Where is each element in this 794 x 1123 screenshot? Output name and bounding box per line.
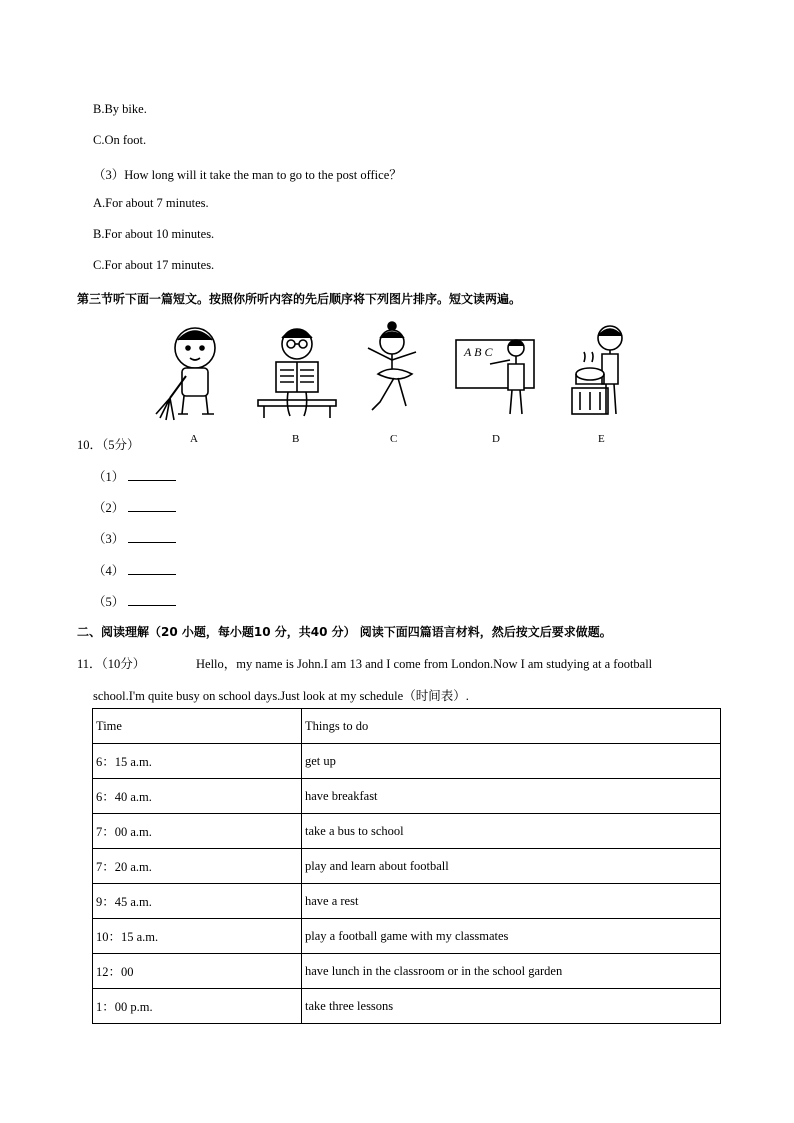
table-row <box>93 919 721 954</box>
schedule-table <box>92 708 721 1024</box>
picture-row <box>150 318 650 448</box>
blank-10-1 <box>93 467 176 485</box>
answer-line <box>128 530 176 543</box>
question-11-number: 11．（10分） <box>77 657 146 671</box>
picture-label-b: B <box>292 433 300 445</box>
picture-label-e: E <box>598 433 605 445</box>
blank-10-2 <box>93 498 176 516</box>
activity-cell: have a rest <box>302 884 721 919</box>
table-row <box>93 744 721 779</box>
time-cell: 9：45 a.m. <box>93 884 302 919</box>
part2-title: 二、阅读理解（20 小题，每小题10 分，共40 分） 阅读下面四篇语言材料，然后按文后要求做题。 <box>77 625 612 639</box>
activity-cell: take a bus to school <box>302 814 721 849</box>
answer-line <box>128 593 176 606</box>
time-cell: 12：00 <box>93 954 302 989</box>
activity-cell: take three lessons <box>302 989 721 1024</box>
table-row <box>93 814 721 849</box>
blackboard-text: A B C <box>464 345 493 359</box>
activity-cell: play a football game with my classmates <box>302 919 721 954</box>
picture-c-girl-dancing <box>350 318 440 428</box>
activity-cell: get up <box>302 744 721 779</box>
blank-label: （1） <box>93 470 125 484</box>
activity-cell: have lunch in the classroom or in the school garden <box>302 954 721 989</box>
answer-line <box>128 499 176 512</box>
table-row <box>93 954 721 989</box>
table-row <box>93 884 721 919</box>
time-cell: 7：20 a.m. <box>93 849 302 884</box>
time-cell: 10：15 a.m. <box>93 919 302 954</box>
picture-a-boy-sweeping <box>150 318 240 428</box>
option-9-3-c: C.For about 17 minutes. <box>93 258 215 272</box>
picture-d-teacher-blackboard <box>450 318 550 428</box>
blank-label: （5） <box>93 595 125 609</box>
question-10-number: 10．（5分） <box>77 438 140 452</box>
option-9-2-b: B.By bike. <box>93 102 147 116</box>
blank-label: （4） <box>93 564 125 578</box>
answer-line <box>128 468 176 481</box>
picture-label-a: A <box>190 433 198 445</box>
time-cell: 1：00 p.m. <box>93 989 302 1024</box>
time-cell: 6：40 a.m. <box>93 779 302 814</box>
activity-cell: have breakfast <box>302 779 721 814</box>
blank-10-5 <box>93 592 176 610</box>
question-11-intro-line2: school.I'm quite busy on school days.Just look at my schedule（时间表）. <box>93 689 469 703</box>
blank-label: （2） <box>93 501 125 515</box>
picture-e-girl-cooking <box>560 318 650 428</box>
table-header-row <box>93 709 721 744</box>
blank-10-4 <box>93 561 176 579</box>
picture-label-d: D <box>492 433 500 445</box>
picture-b-man-reading <box>252 318 342 428</box>
picture-label-c: C <box>390 433 398 445</box>
question-9-3: （3）How long will it take the man to go to the post office？ <box>93 168 402 182</box>
activity-cell: play and learn about football <box>302 849 721 884</box>
section3-instruction: 第三节听下面一篇短文。按照你所听内容的先后顺序将下列图片排序。短文读两遍。 <box>77 292 522 306</box>
table-row <box>93 989 721 1024</box>
table-row <box>93 849 721 884</box>
blank-10-3 <box>93 529 176 547</box>
question-11-intro-line1: Hello，my name is John.I am 13 and I come from London.Now I am studying at a football <box>196 657 653 671</box>
option-9-3-a: A.For about 7 minutes. <box>93 196 209 210</box>
table-row <box>93 779 721 814</box>
header-time: Time <box>93 709 302 744</box>
option-9-3-b: B.For about 10 minutes. <box>93 227 215 241</box>
answer-line <box>128 562 176 575</box>
blank-label: （3） <box>93 532 125 546</box>
option-9-2-c: C.On foot. <box>93 133 147 147</box>
time-cell: 7：00 a.m. <box>93 814 302 849</box>
time-cell: 6：15 a.m. <box>93 744 302 779</box>
header-things: Things to do <box>302 709 721 744</box>
